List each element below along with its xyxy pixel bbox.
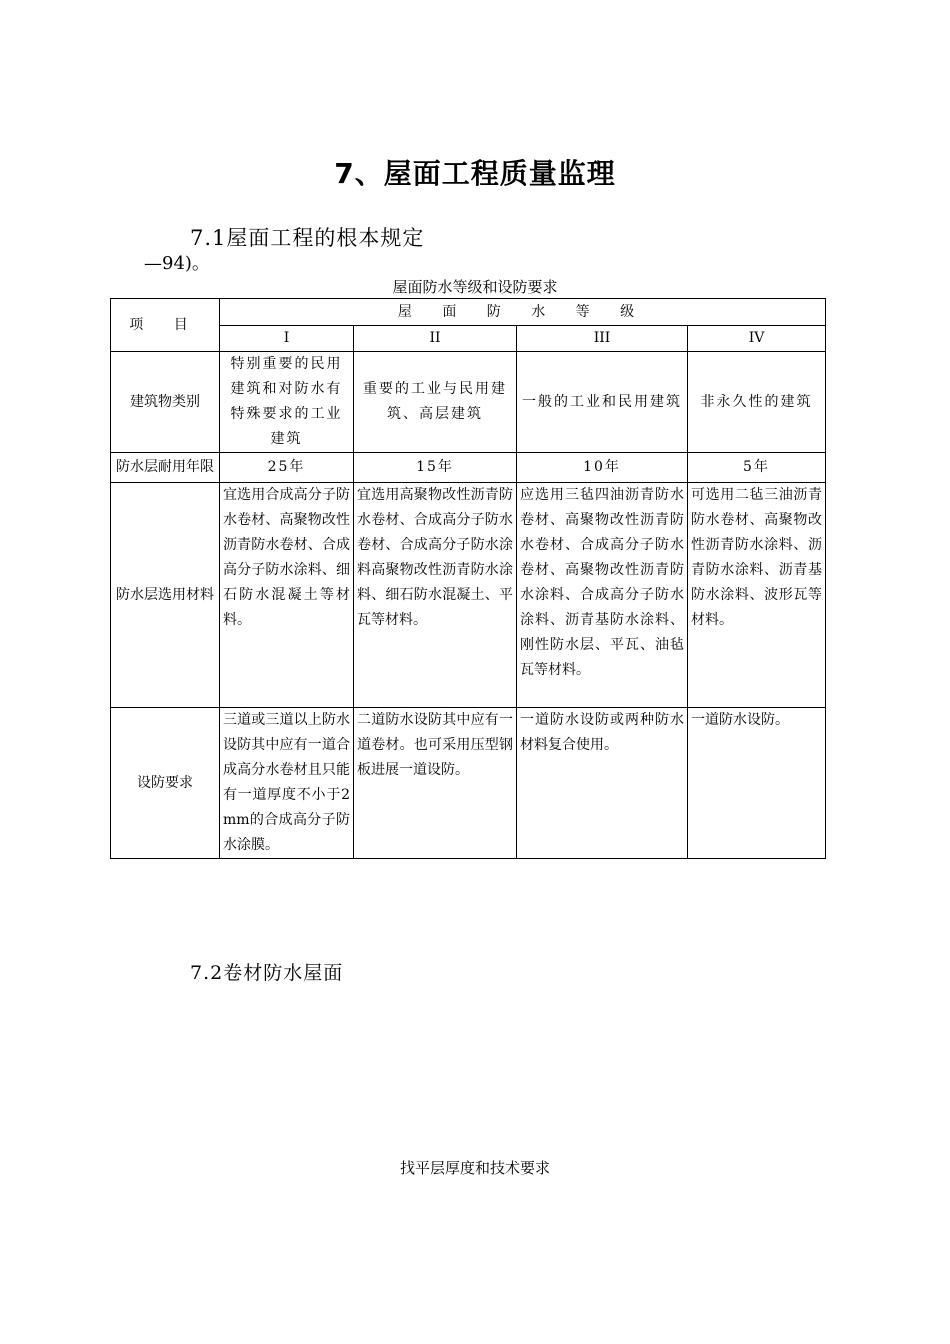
waterproof-grade-table (110, 298, 826, 859)
table-row (111, 352, 826, 453)
table-row (111, 453, 826, 483)
cell-service-life-grade-1: 25年 (220, 453, 354, 483)
row-label-requirements: 设防要求 (111, 708, 220, 859)
table-row (111, 708, 826, 859)
text-fragment: —94)。 (144, 253, 210, 274)
section-heading-7-1: 7.1屋面工程的根本规定 (190, 226, 425, 250)
cell-service-life-grade-4: 5年 (688, 453, 826, 483)
cell-building-category-grade-4: 非永久性的建筑 (688, 352, 826, 453)
header-grade-2: II (354, 326, 517, 352)
cell-building-category-grade-3: 一般的工业和民用建筑 (517, 352, 688, 453)
cell-building-category-grade-1: 特别重要的民用建筑和对防水有特殊要求的工业建筑 (220, 352, 354, 453)
row-label-materials: 防水层选用材料 (111, 483, 220, 708)
cell-service-life-grade-2: 15年 (354, 453, 517, 483)
cell-requirements-grade-2: 二道防水设防其中应有一道卷材。也可采用压型钢板进展一道设防。 (354, 708, 517, 859)
table-row (111, 483, 826, 708)
cell-materials-grade-4: 可选用二毡三油沥青防水卷材、高聚物改性沥青防水涂料、沥青防水涂料、沥青基防水涂料、波形瓦等材料。 (688, 483, 826, 708)
page-title: 7、屋面工程质量监理 (334, 157, 616, 190)
cell-materials-grade-1: 宜选用合成高分子防水卷材、高聚物改性沥青防水卷材、合成高分子防水涂料、细石防水混凝土等材料。 (220, 483, 354, 708)
cell-requirements-grade-1: 三道或三道以上防水设防其中应有一道合成高分水卷材且只能有一道厚度不小于2mm的合成高分子防水涂膜。 (220, 708, 354, 859)
header-item: 项 目 (111, 299, 220, 352)
cell-requirements-grade-3: 一道防水设防或两种防水材料复合使用。 (517, 708, 688, 859)
header-grade-group: 屋 面 防 水 等 级 (220, 299, 826, 326)
cell-requirements-grade-4: 一道防水设防。 (688, 708, 826, 859)
header-grade-1: I (220, 326, 354, 352)
row-label-service-life: 防水层耐用年限 (111, 453, 220, 483)
header-row-group (111, 299, 826, 326)
row-label-building-category: 建筑物类别 (111, 352, 220, 453)
section-heading-7-2: 7.2卷材防水屋面 (190, 962, 344, 984)
header-grade-3: III (517, 326, 688, 352)
cell-materials-grade-3: 应选用三毡四油沥青防水卷材、高聚物改性沥青防水卷材、合成高分子防水卷材、高聚物改性沥青防水涂料、合成高分子防水涂料、沥青基防水涂料、刚性防水层、平瓦、油毡瓦等材料。 (517, 483, 688, 708)
table-caption: 屋面防水等级和设防要求 (392, 278, 558, 296)
cell-materials-grade-2: 宜选用高聚物改性沥青防水卷材、合成高分子防水卷材、合成高分子防水涂料高聚物改性沥青防水涂料、细石防水混凝土、平瓦等材料。 (354, 483, 517, 708)
cell-service-life-grade-3: 10年 (517, 453, 688, 483)
cell-building-category-grade-2: 重要的工业与民用建筑、高层建筑 (354, 352, 517, 453)
table-caption-2: 找平层厚度和技术要求 (399, 1159, 550, 1177)
header-grade-4: IV (688, 326, 826, 352)
